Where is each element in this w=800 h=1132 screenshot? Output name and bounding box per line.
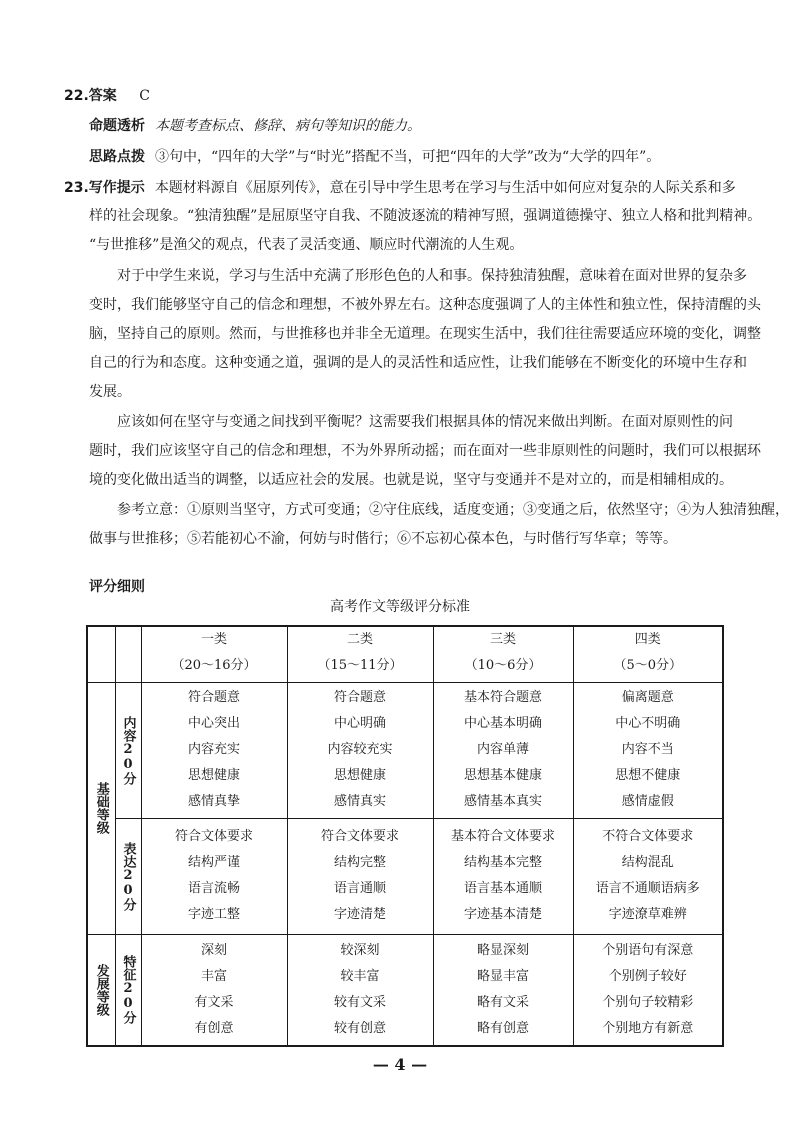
expression-2-item: 字迹清楚 <box>333 907 386 922</box>
content-2-item: 感情真实 <box>333 794 386 809</box>
expression-row <box>87 818 723 934</box>
corner-cell-2 <box>115 626 141 682</box>
q23-p3-line2: 题时，我们应该坚守自己的信念和理想，不为外界所动摇；而在面对一些非原则性的问题时，我们可以根据环 <box>89 443 761 459</box>
content-4-item: 内容不当 <box>621 742 674 757</box>
content-1-item: 中心突出 <box>187 716 240 731</box>
content-cell-2 <box>287 682 433 818</box>
q22-analysis-label: 命题透析 <box>89 118 145 134</box>
content-4-item: 思想不健康 <box>615 768 681 783</box>
features-2-item: 较有创意 <box>333 1020 386 1036</box>
develop-level-label: 发展等级 <box>93 963 109 1016</box>
expression-3-item: 结构基本完整 <box>463 855 542 870</box>
q23-p2-line4: 自己的行为和态度。这种变通之道，强调的是人的灵活性和适应性，让我们能够在不断变化的环境中生存和 <box>89 355 747 371</box>
content-2-item: 符合题意 <box>333 690 386 705</box>
features-4-item: 个别地方有新意 <box>602 1020 694 1036</box>
q22-hint-line <box>89 147 660 167</box>
page-number: — 4 — <box>372 1055 428 1074</box>
q22-hint-text: ③句中，“四年的大学”与“时光”搭配不当，可把“四年的大学”改为“大学的四年”。 <box>155 149 661 165</box>
q23-label: 23.写作提示 <box>64 180 145 196</box>
content-3-item: 基本符合题意 <box>463 690 542 705</box>
features-4-item: 个别句子较精彩 <box>602 994 694 1010</box>
expression-label-cell <box>115 818 141 934</box>
scoring-table <box>86 625 724 1047</box>
content-label: 内容20分 <box>120 715 136 785</box>
expression-cell-1 <box>141 818 287 934</box>
features-1-item: 丰富 <box>200 968 227 984</box>
q23-p1-line3: “与世推移”是渔父的观点，代表了灵活变通、顺应时代潮流的人生观。 <box>89 237 524 253</box>
basic-level-cell <box>87 682 115 934</box>
scoring-table-title: 高考作文等级评分标准 <box>330 599 470 615</box>
expression-2-item: 语言通顺 <box>333 881 386 896</box>
col-4-name: 四类 <box>634 632 661 648</box>
q22-answer-value: C <box>139 88 150 104</box>
expression-4-item: 结构混乱 <box>621 855 674 870</box>
q22-hint-label: 思路点拨 <box>89 149 145 165</box>
q23-p2-line2: 变时，我们能够坚守自己的信念和理想，不被外界左右。这种态度强调了人的主体性和独立性，保持清醒的头 <box>89 297 761 313</box>
col-3-name: 三类 <box>489 632 516 648</box>
col-4-range: （5～0分） <box>613 658 683 674</box>
q23-p4-line2: 做事与世推移；⑤若能初心不渝，何妨与时偕行；⑥不忘初心葆本色，与时偕行写华章；等等。 <box>89 531 677 547</box>
q23-p3-line3: 境的变化做出适当的调整，以适应社会的发展。也就是说，坚守与变通并不是对立的，而是相辅相成的。 <box>89 472 733 488</box>
expression-2-item: 结构完整 <box>333 855 386 870</box>
col-2-name: 二类 <box>346 632 373 648</box>
expression-1-item: 结构严谨 <box>187 855 240 870</box>
expression-cell-2 <box>287 818 433 934</box>
q23-p1-line2: 样的社会现象。“独清独醒”是屈原坚守自我、不随波逐流的精神写照，强调道德操守、独立人格和批判精神。 <box>89 208 762 224</box>
features-3-item: 略有创意 <box>476 1020 529 1036</box>
features-1-item: 有创意 <box>194 1020 234 1036</box>
content-row <box>87 682 723 818</box>
content-3-item: 感情基本真实 <box>463 794 542 809</box>
features-3-item: 略显丰富 <box>476 968 529 984</box>
col-header-4 <box>573 626 723 682</box>
q23-p2-line5: 发展。 <box>89 384 131 400</box>
content-cell-3 <box>433 682 573 818</box>
content-1-item: 感情真挚 <box>187 794 240 809</box>
expression-1-item: 符合文体要求 <box>174 829 253 844</box>
features-cell-4 <box>573 934 723 1046</box>
q23-p2-line3: 脑，坚持自己的原则。然而，与世推移也并非全无道理。在现实生活中，我们往往需要适应环境的变化，调整 <box>89 326 761 342</box>
q23-p3-line1: 应该如何在坚守与变通之间找到平衡呢？这需要我们根据具体的情况来做出判断。在面对原则性的问 <box>117 414 733 430</box>
corner-cell <box>87 626 115 682</box>
col-header-1 <box>141 626 287 682</box>
expression-4-item: 字迹潦草难辨 <box>608 907 687 922</box>
col-header-3 <box>433 626 573 682</box>
basic-level-label: 基础等级 <box>93 782 109 834</box>
features-4-item: 个别语句有深意 <box>602 942 694 958</box>
content-1-item: 符合题意 <box>187 690 240 705</box>
col-header-2 <box>287 626 433 682</box>
q22-analysis-text: 本题考查标点、修辞、病句等知识的能力。 <box>155 118 421 134</box>
expression-1-item: 语言流畅 <box>187 881 240 896</box>
content-4-item: 中心不明确 <box>615 716 681 731</box>
expression-1-item: 字迹工整 <box>187 907 240 922</box>
features-2-item: 较有文采 <box>333 994 386 1010</box>
content-4-item: 偏离题意 <box>621 690 674 705</box>
q23-p4-line1: 参考立意：①原则当坚守，方式可变通；②守住底线，适度变通；③变通之后，依然坚守；④为人独清独醒， <box>117 502 789 518</box>
q22-answer-label: 22.答案 <box>64 88 117 104</box>
content-label-cell <box>115 682 141 818</box>
features-1-item: 深刻 <box>200 942 227 958</box>
features-1-item: 有文采 <box>194 994 234 1010</box>
content-3-item: 内容单薄 <box>476 742 529 757</box>
content-1-item: 内容充实 <box>187 742 240 757</box>
expression-label: 表达20分 <box>120 841 136 911</box>
content-cell-1 <box>141 682 287 818</box>
features-row <box>87 934 723 1046</box>
col-2-range: （15～11分） <box>317 658 403 674</box>
content-2-item: 中心明确 <box>333 716 386 731</box>
features-label-cell <box>115 934 141 1046</box>
q23-first-line <box>64 178 736 198</box>
content-3-item: 中心基本明确 <box>463 716 542 731</box>
expression-cell-3 <box>433 818 573 934</box>
features-4-item: 个别例子较好 <box>608 968 687 984</box>
features-2-item: 较丰富 <box>340 968 380 984</box>
content-cell-4 <box>573 682 723 818</box>
header-row <box>87 626 723 682</box>
col-1-name: 一类 <box>200 632 227 648</box>
develop-level-cell <box>87 934 115 1046</box>
expression-3-item: 语言基本通顺 <box>463 881 542 896</box>
content-3-item: 思想基本健康 <box>463 768 542 783</box>
features-3-item: 略有文采 <box>476 994 529 1010</box>
content-4-item: 感情虚假 <box>621 794 674 809</box>
features-3-item: 略显深刻 <box>476 942 529 958</box>
features-cell-3 <box>433 934 573 1046</box>
features-2-item: 较深刻 <box>340 942 380 958</box>
expression-cell-4 <box>573 818 723 934</box>
col-3-range: （10～6分） <box>464 658 542 674</box>
scoring-section-label: 评分细则 <box>89 579 145 595</box>
expression-3-item: 基本符合文体要求 <box>450 829 555 844</box>
expression-3-item: 字迹基本清楚 <box>463 907 542 922</box>
q22-answer-line <box>64 86 150 106</box>
features-cell-2 <box>287 934 433 1046</box>
features-cell-1 <box>141 934 287 1046</box>
features-label: 特征20分 <box>120 955 136 1025</box>
expression-2-item: 符合文体要求 <box>320 829 399 844</box>
content-2-item: 内容较充实 <box>327 742 393 757</box>
content-2-item: 思想健康 <box>333 768 386 783</box>
content-1-item: 思想健康 <box>187 768 240 783</box>
expression-4-item: 不符合文体要求 <box>602 829 694 844</box>
q23-p1-line1: 本题材料源自《屈原列传》，意在引导中学生思考在学习与生活中如何应对复杂的人际关系和多 <box>154 180 736 196</box>
q23-p2-line1: 对于中学生来说，学习与生活中充满了形形色色的人和事。保持独清独醒，意味着在面对世界的复杂多 <box>117 268 747 284</box>
q22-analysis-line <box>89 116 421 136</box>
expression-4-item: 语言不通顺语病多 <box>595 881 700 896</box>
col-1-range: （20～16分） <box>171 658 257 674</box>
